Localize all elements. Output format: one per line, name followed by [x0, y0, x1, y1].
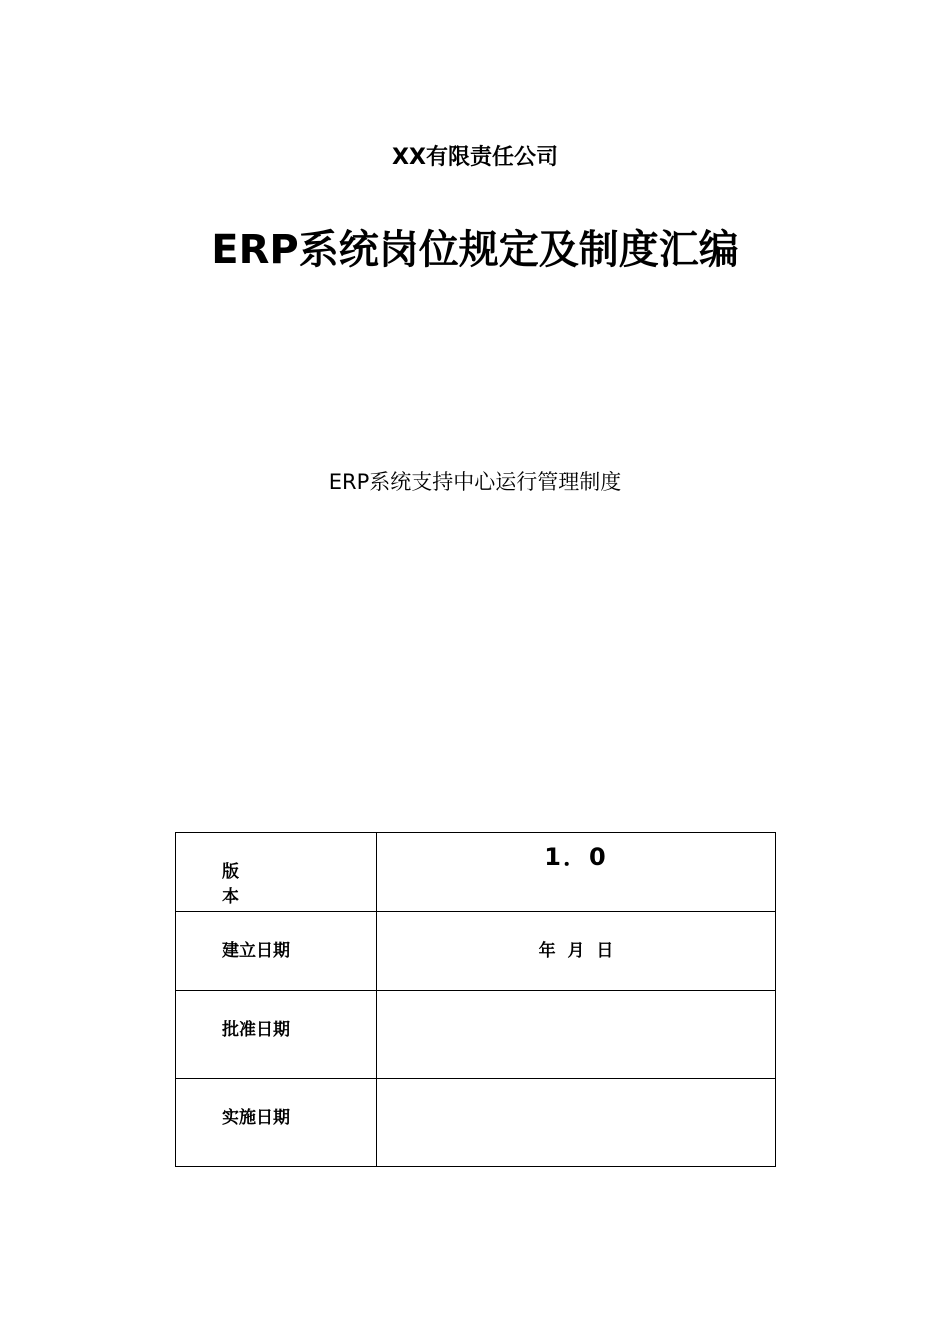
table-row-effective-date [176, 1079, 776, 1167]
version-label-char-1: 版 [222, 862, 239, 882]
version-value-cell [377, 833, 776, 912]
effective-date-label: 实施日期 [222, 1108, 290, 1128]
version-label-char-2: 本 [222, 887, 239, 907]
created-date-label-cell [176, 912, 377, 991]
version-label-cell [176, 833, 377, 912]
created-date-value: 年 月 日 [538, 941, 614, 961]
table-row-approved-date [176, 991, 776, 1079]
company-name: XX有限责任公司 [392, 145, 558, 170]
document-title: ERP系统岗位规定及制度汇编 [211, 227, 739, 273]
created-date-label: 建立日期 [222, 941, 290, 961]
version-info-table [175, 832, 776, 1167]
approved-date-label-cell [176, 991, 377, 1079]
effective-date-value-cell [377, 1079, 776, 1167]
approved-date-value-cell [377, 991, 776, 1079]
table-row-created-date [176, 912, 776, 991]
document-subtitle: ERP系统支持中心运行管理制度 [328, 470, 622, 494]
effective-date-label-cell [176, 1079, 377, 1167]
approved-date-label: 批准日期 [222, 1020, 290, 1040]
table-row-version [176, 833, 776, 912]
created-date-value-cell [377, 912, 776, 991]
version-value: 1．0 [544, 843, 608, 871]
